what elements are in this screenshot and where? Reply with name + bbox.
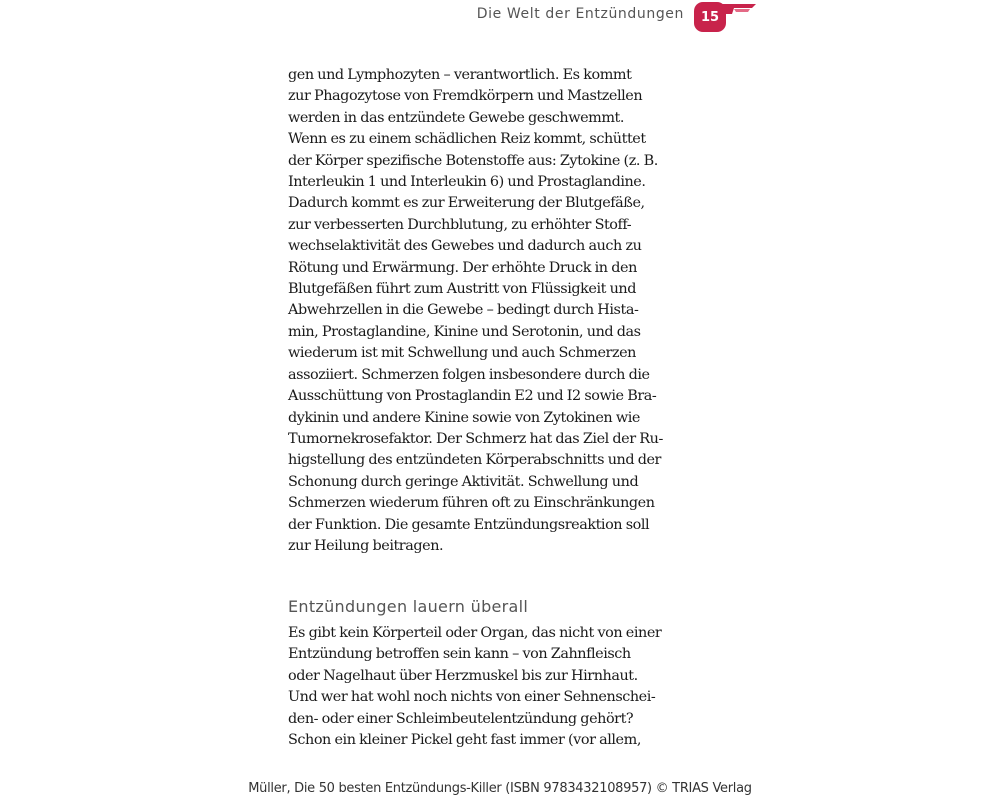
text-line: Wenn es zu einem schädlichen Reiz kommt, schüttet — [288, 131, 646, 148]
text-line: zur Phagozytose von Fremdkörpern und Mastzellen — [288, 88, 643, 105]
text-line: Schmerzen wiederum führen oft zu Einschränkungen — [288, 495, 655, 512]
text-line: werden in das entzündete Gewebe geschwemmt. — [288, 109, 624, 126]
text-line: Schonung durch geringe Aktivität. Schwellung und — [288, 473, 639, 490]
text-line: Und wer hat wohl noch nichts von einer Sehnenschei- — [288, 689, 656, 706]
text-line: assoziiert. Schmerzen folgen insbesondere durch die — [288, 366, 650, 383]
text-line: den- oder einer Schleimbeutelentzündung gehört? — [288, 710, 634, 727]
page-number-badge: 15 — [694, 2, 726, 32]
text-line: wiederum ist mit Schwellung und auch Schmerzen — [288, 345, 636, 362]
text-line: dykinin und andere Kinine sowie von Zytokinen wie — [288, 409, 640, 426]
text-line: Tumornekrosefaktor. Der Schmerz hat das Ziel der Ru- — [288, 430, 663, 447]
text-line: zur verbesserten Durchblutung, zu erhöhter Stoff- — [288, 216, 632, 233]
text-line: Schon ein kleiner Pickel geht fast immer (vor allem, — [288, 732, 641, 749]
section-heading: Entzündungen lauern überall — [288, 597, 529, 616]
text-line: Rötung und Erwärmung. Der erhöhte Druck in den — [288, 259, 637, 276]
text-line: higstellung des entzündeten Körperabschnitts und der — [288, 452, 661, 469]
running-head-title: Die Welt der Entzündungen — [476, 6, 684, 22]
text-line: Dadurch kommt es zur Erweiterung der Blutgefäße, — [288, 195, 645, 212]
body-paragraph-2 — [288, 623, 698, 751]
page-badge-decoration-icon — [722, 0, 758, 22]
text-line: Abwehrzellen in die Gewebe – bedingt durch Hista- — [288, 302, 639, 319]
text-line: zur Heilung beitragen. — [288, 537, 444, 554]
text-line: der Körper spezifische Botenstoffe aus: Zytokine (z. B. — [288, 152, 658, 169]
text-line: Blutgefäßen führt zum Austritt von Flüssigkeit und — [288, 281, 636, 298]
text-line: wechselaktivität des Gewebes und dadurch auch zu — [288, 238, 642, 255]
text-line: Ausschüttung von Prostaglandin E2 und I2 sowie Bra- — [288, 388, 657, 405]
body-paragraph-1 — [288, 65, 698, 557]
text-line: der Funktion. Die gesamte Entzündungsreaktion soll — [288, 516, 650, 533]
text-line: gen und Lymphozyten – verantwortlich. Es kommt — [288, 67, 632, 83]
text-line: min, Prostaglandine, Kinine und Serotonin, und das — [288, 323, 641, 340]
footer-citation: Müller, Die 50 besten Entzündungs-Killer (ISBN 9783432108957) © TRIAS Verlag — [248, 781, 752, 796]
text-line: Es gibt kein Körperteil oder Organ, das nicht von einer — [288, 625, 662, 641]
text-line: Entzündung betroffen sein kann – von Zahnfleisch — [288, 646, 631, 663]
text-line: Interleukin 1 und Interleukin 6) und Prostaglandine. — [288, 174, 646, 191]
text-line: oder Nagelhaut über Herzmuskel bis zur Hirnhaut. — [288, 667, 638, 684]
